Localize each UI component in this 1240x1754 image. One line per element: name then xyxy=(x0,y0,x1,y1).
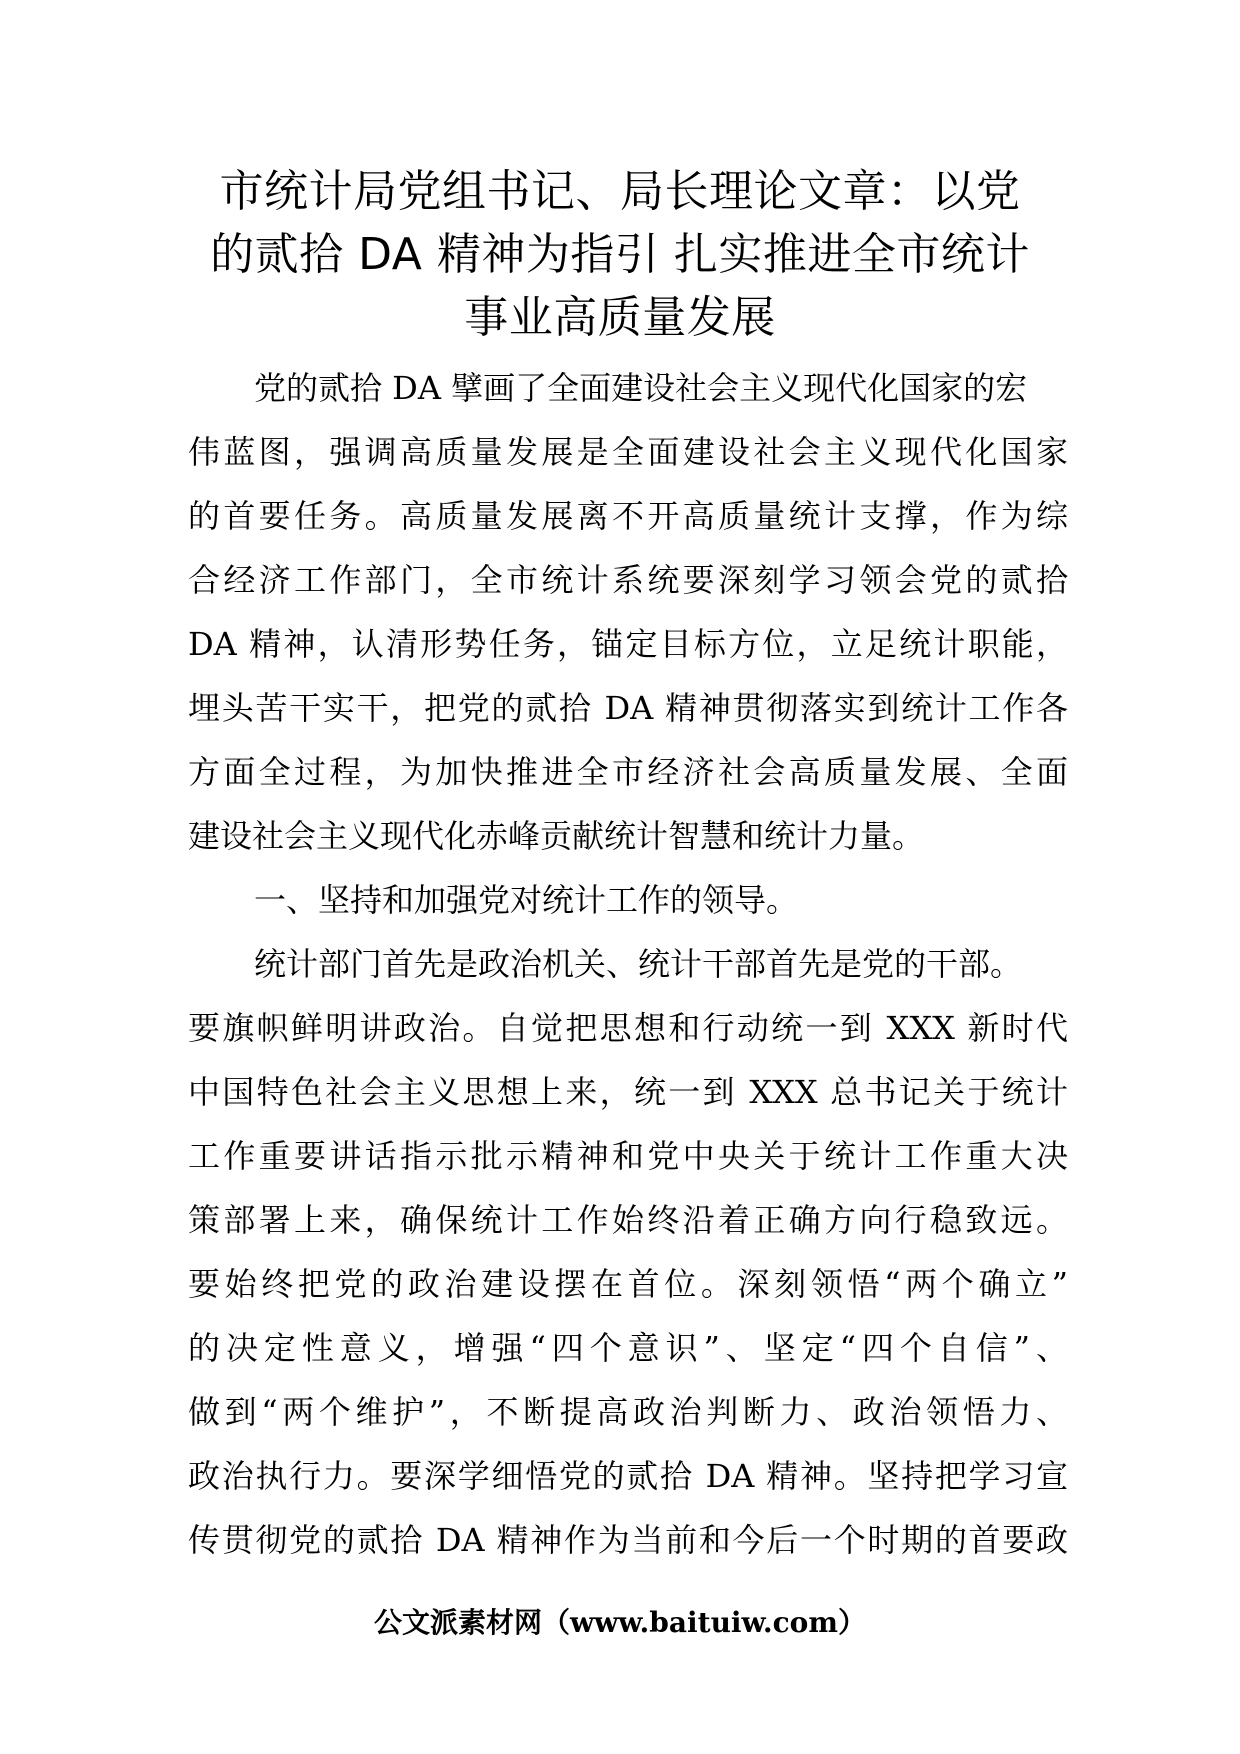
title-line: 市统计局党组书记、局长理论文章：以党 xyxy=(219,166,1021,217)
document-body xyxy=(188,356,1068,1572)
paragraph-line: 做到“两个维护”，不断提高政治判断力、政治领悟力、 xyxy=(188,1393,1068,1431)
title-line: 的贰拾 DA 精神为指引 扎实推进全市统计 xyxy=(210,229,1030,280)
paragraph-line: 建设社会主义现代化赤峰贡献统计智慧和统计力量。 xyxy=(188,817,925,855)
section-heading: 一、坚持和加强党对统计工作的领导。 xyxy=(254,881,799,919)
paragraph-line: 要旗帜鲜明讲政治。自觉把思想和行动统一到 XXX 新时代 xyxy=(188,1009,1068,1047)
watermark-footer: 公文派素材网（www.baituiw.com） xyxy=(374,1606,866,1639)
paragraph-line: 政治执行力。要深学细悟党的贰拾 DA 精神。坚持把学习宣 xyxy=(188,1457,1068,1495)
paragraph-line: 党的贰拾 DA 擘画了全面建设社会主义现代化国家的宏 xyxy=(254,369,1028,407)
paragraph-line: 方面全过程，为加快推进全市经济社会高质量发展、全面 xyxy=(188,753,1068,791)
paragraph-line: DA 精神，认清形势任务，锚定目标方位，立足统计职能， xyxy=(188,625,1068,663)
paragraph-line: 策部署上来，确保统计工作始终沿着正确方向行稳致远。 xyxy=(188,1201,1068,1239)
paragraph-line: 工作重要讲话指示批示精神和党中央关于统计工作重大决 xyxy=(188,1137,1068,1175)
paragraph-line: 统计部门首先是政治机关、统计干部首先是党的干部。 xyxy=(254,945,1023,983)
paragraph-line: 中国特色社会主义思想上来，统一到 XXX 总书记关于统计 xyxy=(188,1073,1068,1111)
paragraph-line: 要始终把党的政治建设摆在首位。深刻领悟“两个确立” xyxy=(188,1265,1068,1303)
paragraph-line: 埋头苦干实干，把党的贰拾 DA 精神贯彻落实到统计工作各 xyxy=(188,689,1068,727)
title-line: 事业高质量发展 xyxy=(464,292,776,343)
paragraph-line: 合经济工作部门，全市统计系统要深刻学习领会党的贰拾 xyxy=(188,561,1068,599)
paragraph-line: 的首要任务。高质量发展离不开高质量统计支撑，作为综 xyxy=(188,497,1068,535)
paragraph-line: 的决定性意义，增强“四个意识”、坚定“四个自信”、 xyxy=(188,1329,1068,1367)
paragraph-line: 传贯彻党的贰拾 DA 精神作为当前和今后一个时期的首要政 xyxy=(188,1521,1068,1559)
document-title xyxy=(180,160,1060,349)
paragraph-line: 伟蓝图，强调高质量发展是全面建设社会主义现代化国家 xyxy=(188,433,1068,471)
